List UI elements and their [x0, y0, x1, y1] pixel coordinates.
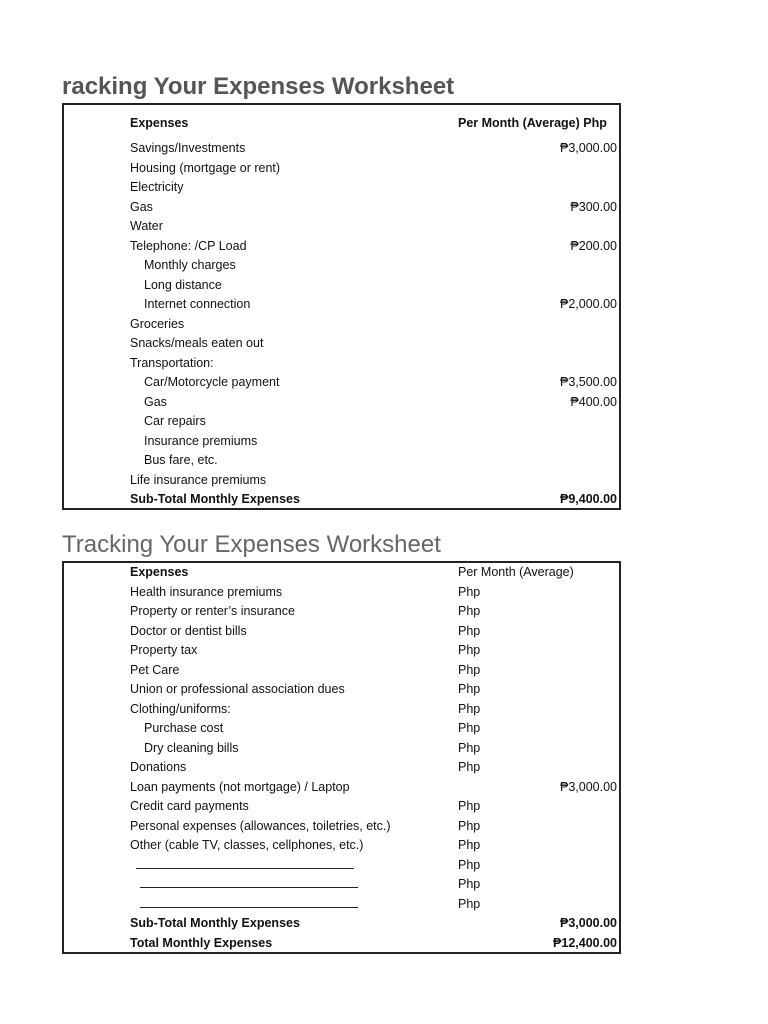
row-label: Gas — [144, 394, 167, 409]
row-currency: Php — [458, 721, 481, 735]
table-row — [64, 817, 619, 837]
row-label: Purchase cost — [144, 721, 224, 735]
table-row — [64, 797, 619, 817]
table-row — [64, 700, 619, 720]
table-row — [64, 315, 619, 335]
row-label: Dry cleaning bills — [144, 740, 239, 755]
table-row — [64, 622, 619, 642]
table-row — [64, 139, 619, 159]
row-currency: Php — [458, 799, 481, 813]
row-label: Electricity — [130, 180, 184, 194]
table-row — [64, 583, 619, 603]
table-row — [64, 451, 619, 471]
row-currency: Php — [458, 896, 481, 911]
table-row-blank — [64, 875, 619, 895]
row-label: Clothing/uniforms: — [130, 701, 231, 716]
row-label: Insurance premiums — [144, 433, 258, 448]
worksheet-1-title: racking Your Expenses Worksheet — [62, 73, 455, 100]
row-label: Health insurance premiums — [130, 584, 283, 599]
table-row-blank — [64, 895, 619, 915]
table-row — [64, 159, 619, 179]
table-row — [64, 198, 619, 218]
row-label: Housing (mortgage or rent) — [130, 160, 281, 175]
row-label: Bus fare, etc. — [144, 453, 218, 467]
row-amount: ₱3,000.00 — [560, 141, 617, 155]
worksheet-1-table — [62, 103, 621, 510]
row-currency: Php — [458, 760, 481, 774]
row-label: Property tax — [130, 643, 198, 657]
table-row — [64, 680, 619, 700]
table-row — [64, 739, 619, 759]
worksheet-2-table — [62, 561, 621, 954]
table-row — [64, 758, 619, 778]
row-currency: Php — [458, 818, 481, 833]
row-label: Long distance — [144, 277, 222, 292]
row-label: Savings/Investments — [130, 141, 246, 155]
table-row — [64, 393, 619, 413]
row-currency: Php — [458, 604, 481, 618]
table-row — [64, 276, 619, 296]
row-amount: ₱3,000.00 — [560, 779, 617, 794]
table-row-blank — [64, 856, 619, 876]
row-label: Property or renter’s insurance — [130, 604, 295, 618]
table-row — [64, 334, 619, 354]
table-row — [64, 778, 619, 798]
table-row — [64, 412, 619, 432]
row-amount: ₱200.00 — [570, 238, 617, 253]
table-row — [64, 354, 619, 374]
row-label: Snacks/meals eaten out — [130, 336, 264, 350]
table-header — [64, 114, 619, 134]
row-label: Donations — [130, 760, 187, 774]
total-amount: ₱12,400.00 — [553, 935, 617, 950]
row-label: Gas — [130, 199, 153, 214]
row-label: Transportation: — [130, 355, 214, 370]
per-month-column-header: Per Month (Average) — [458, 565, 574, 579]
row-label: Telephone: /CP Load — [130, 238, 247, 253]
row-currency: Php — [458, 740, 481, 755]
table-row — [64, 295, 619, 315]
row-currency: Php — [458, 643, 481, 657]
table-row — [64, 471, 619, 491]
per-month-column-header: Per Month (Average) Php — [458, 116, 607, 130]
subtotal-amount: ₱9,400.00 — [560, 492, 617, 506]
row-currency: Php — [458, 662, 481, 677]
table-row — [64, 432, 619, 452]
blank-entry-line[interactable] — [140, 875, 358, 888]
row-currency: Php — [458, 838, 481, 852]
table-row — [64, 602, 619, 622]
expenses-column-header: Expenses — [130, 565, 189, 579]
row-label: Life insurance premiums — [130, 472, 267, 487]
row-amount: ₱300.00 — [570, 199, 617, 214]
row-label: Water — [130, 219, 163, 233]
row-label: Groceries — [130, 316, 185, 331]
row-label: Credit card payments — [130, 799, 249, 813]
subtotal-label: Sub-Total Monthly Expenses — [130, 492, 300, 506]
subtotal-label: Sub-Total Monthly Expenses — [130, 916, 300, 930]
row-label: Personal expenses (allowances, toiletries, etc.) — [130, 818, 391, 833]
row-currency: Php — [458, 623, 481, 638]
blank-entry-line[interactable] — [140, 895, 358, 908]
worksheet-2-title: Tracking Your Expenses Worksheet — [62, 531, 441, 558]
subtotal-row — [64, 490, 619, 510]
row-label: Doctor or dentist bills — [130, 623, 247, 638]
row-currency: Php — [458, 877, 481, 891]
row-label: Union or professional association dues — [130, 682, 345, 696]
row-currency: Php — [458, 682, 481, 696]
expenses-column-header: Expenses — [130, 116, 189, 130]
total-row — [64, 934, 619, 954]
table-row — [64, 178, 619, 198]
row-currency: Php — [458, 857, 481, 872]
table-row — [64, 719, 619, 739]
row-amount: ₱400.00 — [570, 394, 617, 409]
subtotal-row — [64, 914, 619, 934]
table-header — [64, 563, 619, 583]
table-row — [64, 373, 619, 393]
row-currency: Php — [458, 701, 481, 716]
subtotal-amount: ₱3,000.00 — [560, 916, 617, 930]
row-label: Monthly charges — [144, 258, 236, 272]
row-label: Loan payments (not mortgage) / Laptop — [130, 779, 350, 794]
table-row — [64, 217, 619, 237]
row-label: Car/Motorcycle payment — [144, 375, 280, 389]
row-label: Car repairs — [144, 414, 206, 428]
table-row — [64, 237, 619, 257]
blank-entry-line[interactable] — [136, 856, 354, 869]
row-currency: Php — [458, 584, 481, 599]
table-row — [64, 641, 619, 661]
table-row — [64, 661, 619, 681]
row-label: Other (cable TV, classes, cellphones, etc.) — [130, 838, 364, 852]
row-label: Pet Care — [130, 662, 180, 677]
row-amount: ₱3,500.00 — [560, 375, 617, 389]
row-label: Internet connection — [144, 297, 251, 311]
table-row — [64, 256, 619, 276]
table-row — [64, 836, 619, 856]
total-label: Total Monthly Expenses — [130, 935, 273, 950]
row-amount: ₱2,000.00 — [560, 297, 617, 311]
